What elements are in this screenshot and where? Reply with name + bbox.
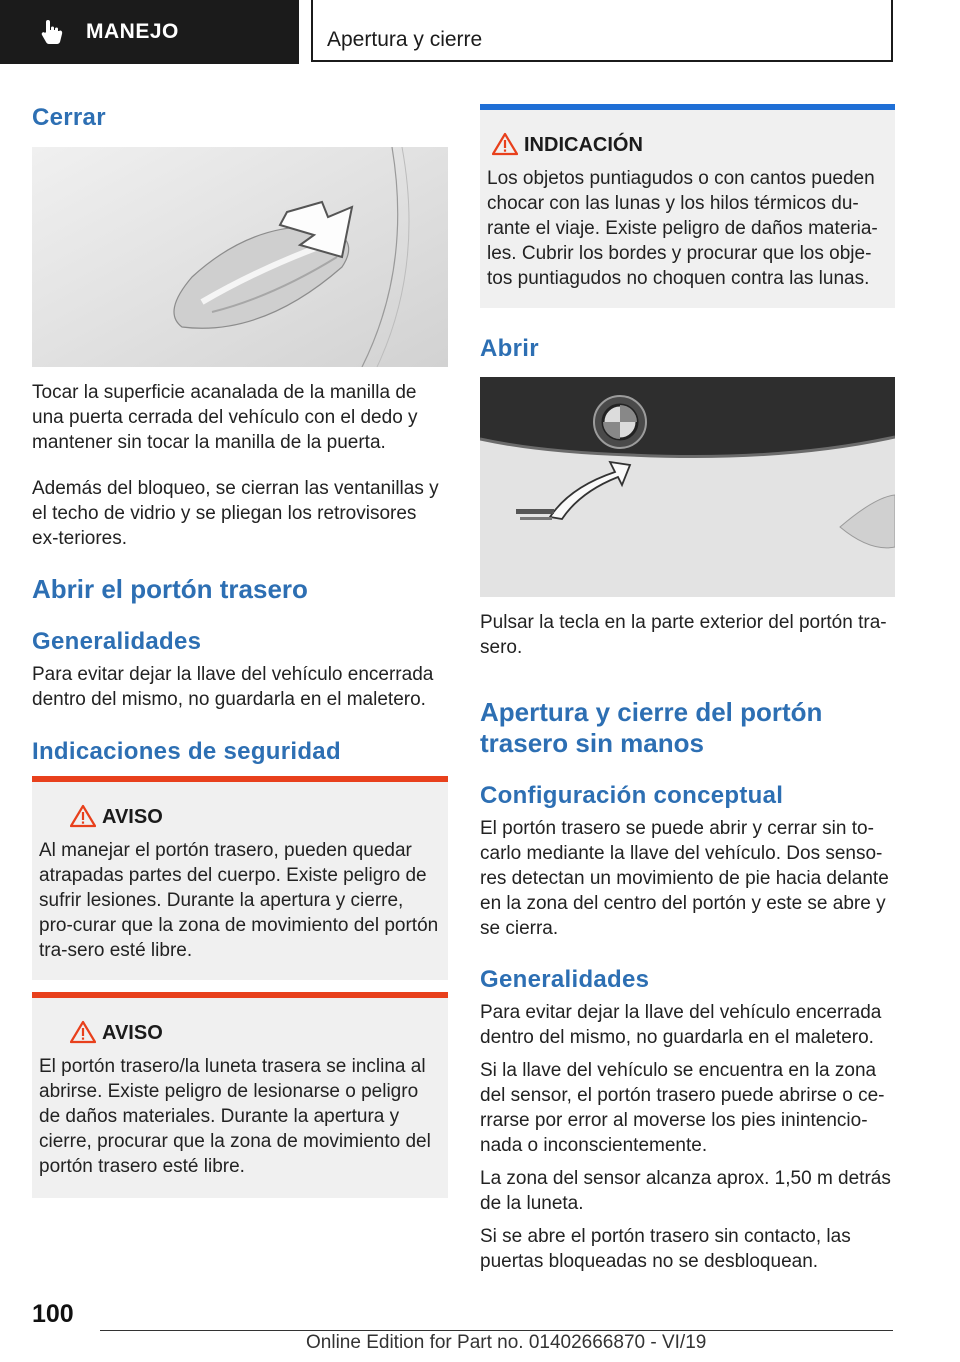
warning-triangle-icon (70, 1020, 96, 1044)
page-number: 100 (32, 1300, 74, 1328)
section-title: MANEJO (86, 20, 179, 43)
abrir-heading: Abrir (480, 335, 539, 362)
edition-text: Online Edition for Part no. 01402666870 - VI/19 (306, 1332, 707, 1353)
indicacion-notice (480, 104, 895, 308)
generalidades-heading: Generalidades (32, 628, 202, 655)
abrir-porton-heading: Abrir el portón trasero (32, 574, 308, 604)
abrir-paragraph: Pulsar la tecla en la parte exterior del portón tra‐sero. (480, 612, 887, 658)
aviso-bar (32, 992, 448, 998)
door-handle-drawing (32, 147, 448, 367)
aviso-title: AVISO (102, 806, 163, 828)
aviso-title: AVISO (102, 1022, 163, 1044)
door-handle-illustration (32, 147, 448, 367)
footer-divider (100, 1330, 893, 1331)
tailgate-drawing (480, 377, 895, 597)
generalidades-2-heading: Generalidades (480, 966, 650, 993)
gen2-paragraph-1: Para evitar dejar la llave del vehículo encerrada dentro del mismo, no guardarla en el maletero. (480, 1002, 882, 1048)
indicacion-title: INDICACIÓN (524, 134, 643, 156)
hand-pointer-icon (38, 18, 66, 46)
config-heading: Configuración conceptual (480, 782, 784, 809)
generalidades-paragraph: Para evitar dejar la llave del vehículo encerrada dentro del mismo, no guardarla en el maletero. (32, 664, 434, 710)
aviso-notice-2 (32, 992, 448, 1198)
aviso-bar (32, 776, 448, 782)
config-paragraph: El portón trasero se puede abrir y cerrar sin to‐carlo mediante la llave del vehículo. Dos senso‐res detectan un movimiento de pie hacia delante en la zona del centro del portón y este se abre y se cierra. (480, 818, 889, 939)
aviso-notice-1 (32, 776, 448, 980)
tailgate-button-illustration (480, 377, 895, 597)
gen2-paragraph-3: La zona del sensor alcanza aprox. 1,50 m detrás de la luneta. (480, 1168, 891, 1214)
aviso-text: Al manejar el portón trasero, pueden quedar atrapadas partes del cuerpo. Existe peligro de sufrir lesiones. Durante la apertura y cierre, pro‐curar que la zona de movimiento del portón tra‐sero esté libre. (39, 840, 439, 961)
warning-triangle-icon (70, 804, 96, 828)
chapter-header (311, 0, 893, 62)
cerrar-paragraph-1: Tocar la superficie acanalada de la manilla de una puerta cerrada del vehículo con el dedo y mantener sin tocar la manilla de la puerta. (32, 382, 418, 453)
aviso-text: El portón trasero/la luneta trasera se inclina al abrirse. Existe peligro de lesionarse o peligro de daños materiales. Durante la apertura y cierre, procurar que la zona de movimiento del portón trasero esté libre. (39, 1056, 431, 1177)
chapter-title: Apertura y cierre (327, 28, 483, 51)
manos-heading: Apertura y cierre del portón trasero sin manos (480, 697, 823, 758)
section-tab (0, 0, 299, 64)
indicacion-bar (480, 104, 895, 110)
gen2-paragraph-2: Si la llave del vehículo se encuentra en la zona del sensor, el portón trasero puede abrirse o ce‐rrarse por error al moverse los pies inintencio‐nada o inconscientemente. (480, 1060, 885, 1156)
warning-triangle-icon (492, 132, 518, 156)
seguridad-heading: Indicaciones de seguridad (32, 738, 341, 765)
cerrar-heading: Cerrar (32, 104, 106, 131)
gen2-paragraph-4: Si se abre el portón trasero sin contacto, las puertas bloqueadas no se desbloquean. (480, 1226, 851, 1272)
cerrar-paragraph-2: Además del bloqueo, se cierran las ventanillas y el techo de vidrio y se pliegan los retrovisores ex‐teriores. (32, 478, 439, 549)
indicacion-text: Los objetos puntiagudos o con cantos pueden chocar con las lunas y los hilos térmicos du‐rante el viaje. Existe peligro de daños materia‐les. Cubrir los bordes y procurar que los obje‐tos puntiagudos no choquen contra las lunas. (487, 168, 878, 289)
